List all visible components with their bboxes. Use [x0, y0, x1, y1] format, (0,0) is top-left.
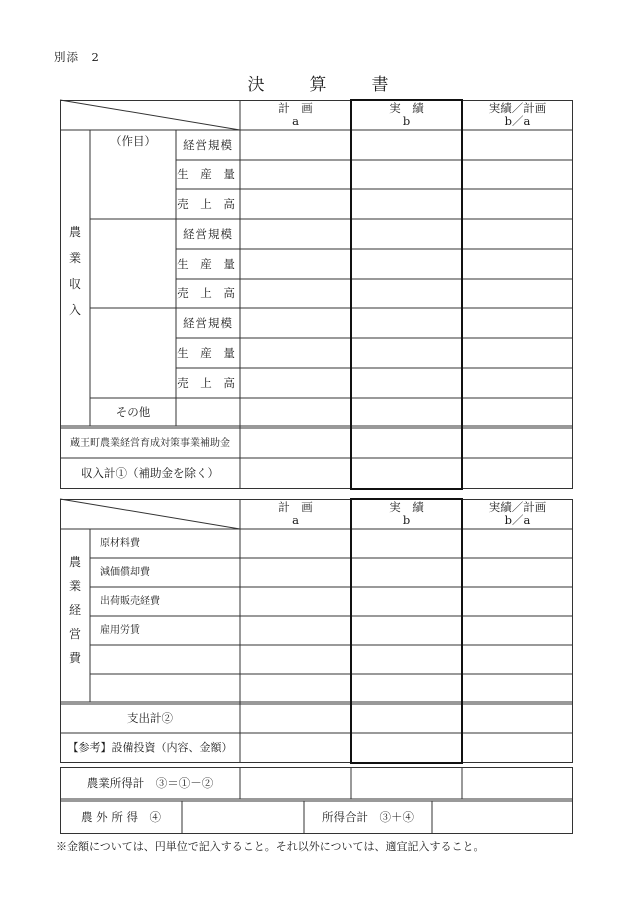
nonfarm-income-label: 農 外 所 得 ④	[81, 810, 161, 825]
expense-section-label	[60, 529, 90, 702]
expense-char-1: 農	[68, 554, 81, 569]
page-title: 決 算 書	[247, 75, 403, 95]
col-plan-header	[240, 100, 351, 130]
other-label: その他	[115, 404, 151, 419]
income-char-2: 業	[68, 251, 81, 265]
exp-col-ratio-label: 実績／計画	[488, 500, 547, 515]
exp-col-plan-label: 計 画	[278, 500, 313, 515]
expense-labor: 雇用労賃	[100, 625, 140, 636]
income-char-4: 入	[68, 303, 81, 317]
summary-table	[60, 767, 573, 834]
expense-raw-materials: 原材料費	[100, 538, 140, 549]
crop2-sales: 売 上 高	[177, 286, 239, 301]
crop2-production: 生 産 量	[177, 256, 239, 271]
income-section-label	[60, 130, 90, 426]
farm-income-label: 農業所得計 ③＝①－②	[86, 775, 214, 790]
col-ratio-label: 実績／計画	[488, 101, 547, 116]
crop3-sales: 売 上 高	[177, 375, 239, 390]
income-total-label: 収入計①（補助金を除く）	[81, 466, 219, 481]
col-actual-header	[351, 100, 462, 130]
exp-col-ratio-header	[462, 499, 573, 529]
col-plan-sub: a	[292, 114, 299, 128]
col-actual-label: 実 績	[389, 101, 424, 116]
capex-reference-label: 【参考】設備投資（内容、金額）	[67, 740, 233, 754]
crop3-production: 生 産 量	[177, 345, 239, 360]
crop-label: （作目）	[110, 133, 156, 148]
crop1-sales: 売 上 高	[177, 196, 239, 211]
footer-note: ※金額については、円単位で記入すること。それ以外については、適宜記入すること。	[56, 840, 485, 853]
income-table	[60, 100, 573, 489]
expense-total-label: 支出計②	[127, 711, 173, 726]
exp-col-actual-label: 実 績	[389, 500, 424, 515]
expense-shipping-sales: 出荷販売経費	[100, 596, 160, 607]
crop3-scale: 経営規模	[183, 315, 233, 330]
col-ratio-sub: b／a	[504, 114, 531, 128]
exp-col-actual-header	[351, 499, 462, 529]
exp-col-plan-header	[240, 499, 351, 529]
expense-char-4: 営	[68, 626, 81, 641]
crop2-scale: 経営規模	[183, 226, 233, 241]
expense-table	[60, 499, 573, 763]
expense-char-5: 費	[68, 650, 81, 665]
exp-col-plan-sub: a	[292, 513, 299, 527]
income-char-3: 収	[68, 277, 81, 291]
crop1-production: 生 産 量	[177, 167, 239, 182]
col-actual-sub: b	[402, 114, 411, 128]
expense-char-3: 経	[68, 602, 81, 617]
exp-col-actual-sub: b	[402, 513, 411, 527]
col-ratio-header	[462, 100, 573, 130]
subsidy-label: 蔵王町農業経営育成対策事業補助金	[70, 437, 230, 449]
expense-char-2: 業	[68, 578, 81, 593]
col-plan-label: 計 画	[278, 101, 313, 116]
expense-depreciation: 減価償却費	[100, 567, 150, 578]
crop1-scale: 経営規模	[183, 137, 233, 152]
income-total-sum-label: 所得合計 ③＋④	[322, 810, 414, 825]
exp-col-ratio-sub: b／a	[504, 513, 531, 527]
attachment-label: 別添 2	[54, 50, 100, 64]
income-char-1: 農	[68, 225, 81, 239]
